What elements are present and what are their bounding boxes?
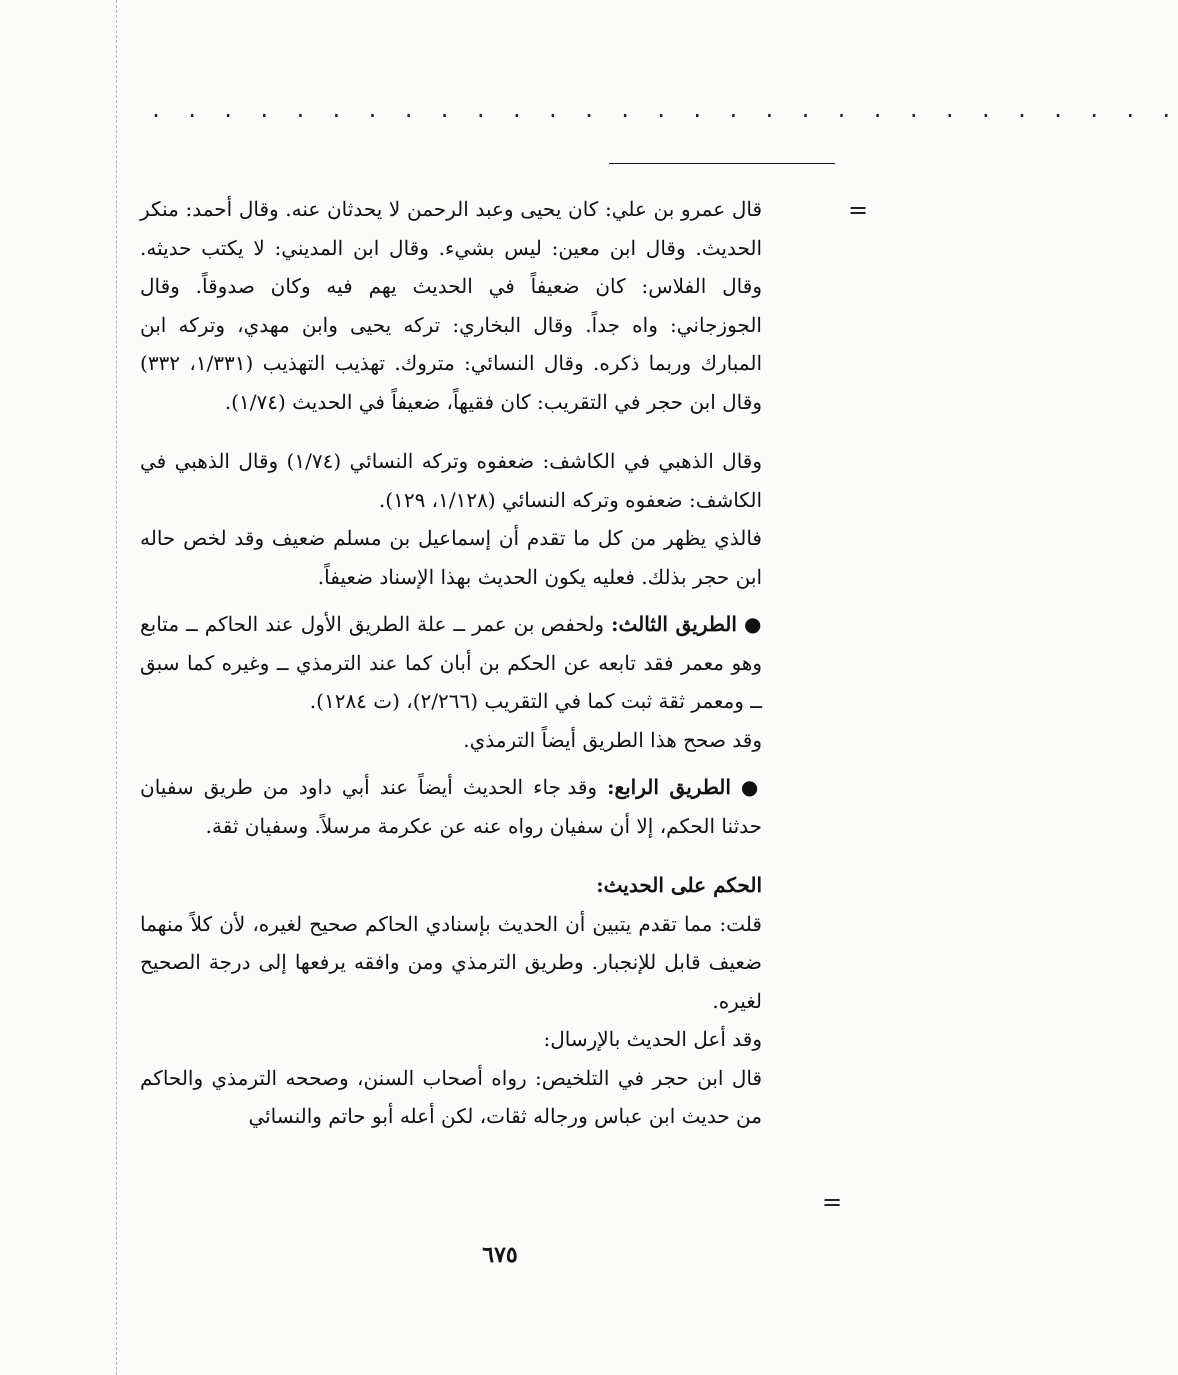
- third-path-note: وقد صحح هذا الطريق أيضاً الترمذي.: [463, 727, 762, 752]
- third-path-para: [140, 605, 762, 721]
- page-body: [140, 190, 762, 1136]
- continuation-mark-bottom: =: [822, 1188, 843, 1216]
- fourth-path-title: الطريق الرابع:: [607, 775, 731, 799]
- third-path-title: الطريق الثالث:: [611, 612, 737, 636]
- bullet-icon: ●: [740, 775, 763, 799]
- footnote-para-3: فالذي يظهر من كل ما تقدم أن إسماعيل بن مسلم ضعيف وقد لخص حاله ابن حجر بذلك. فعليه يكون الحديث بهذا الإسناد ضعيفاً.: [140, 526, 762, 589]
- dotted-separator: . . . . . . . . . . . . . . . . . . . . . . . . . . . . .: [150, 98, 1178, 122]
- bullet-icon: ●: [743, 612, 763, 636]
- fourth-path-para: [140, 768, 762, 845]
- footnote-rule: [609, 163, 835, 164]
- ruling-para-2: وقد أعل الحديث بالإرسال:: [543, 1027, 762, 1051]
- third-path-body: ولحفص بن عمر ــ علة الطريق الأول عند الحاكم ــ متابع وهو معمر فقد تابعه عن الحكم بن أبان كما عند الترمذي ــ وغيره كما سبق ــ ومعمر ثقة ثبت كما في التقريب (٢/٢٦٦)، (ت ١٢٨٤).: [140, 612, 762, 713]
- ruling-heading: الحكم على الحديث:: [596, 873, 762, 897]
- scan-edge-line: [116, 0, 117, 1375]
- footnote-para-2: وقال الذهبي في الكاشف: ضعفوه وتركه النسائي (١/٧٤) وقال الذهبي في الكاشف: ضعفوه وتركه النسائي (١/١٢٨، ١٢٩).: [140, 449, 763, 512]
- page-number: ٦٧٥: [482, 1242, 518, 1268]
- fourth-path-body: وقد جاء الحديث أيضاً عند أبي داود من طريق سفيان حدثنا الحكم، إلا أن سفيان رواه عنه عن عكرمة مرسلاً. وسفيان ثقة.: [140, 775, 762, 838]
- footnote-para-1: قال عمرو بن علي: كان يحيى وعبد الرحمن لا يحدثان عنه. وقال أحمد: منكر الحديث. وقال ابن معين: ليس بشيء. وقال ابن المديني: لا يكتب حديثه. وقال الفلاس: كان ضعيفاً في الحديث يهم فيه وكان صدوقاً. وقال الجوزجاني: واه جداً. وقال البخاري: تركه يحيى وابن مهدي، وتركه ابن المبارك وربما ذكره. وقال النسائي: متروك. تهذيب التهذيب (١/٣٣١، ٣٣٢) وقال ابن حجر في التقريب: كان فقيهاً، ضعيفاً في الحديث (١/٧٤).: [140, 197, 763, 414]
- ruling-para-3: قال ابن حجر في التلخيص: رواه أصحاب السنن، وصححه الترمذي والحاكم من حديث ابن عباس ورجاله ثقات، لكن أعله أبو حاتم والنسائي: [140, 1065, 762, 1128]
- ruling-para-1: قلت: مما تقدم يتبين أن الحديث بإسنادي الحاكم صحيح لغيره، لأن كلاً منهما ضعيف قابل للإنجبار. وطريق الترمذي ومن وافقه يرفعها إلى درجة الصحيح لغيره.: [140, 911, 762, 1013]
- continuation-mark-top: =: [848, 196, 869, 224]
